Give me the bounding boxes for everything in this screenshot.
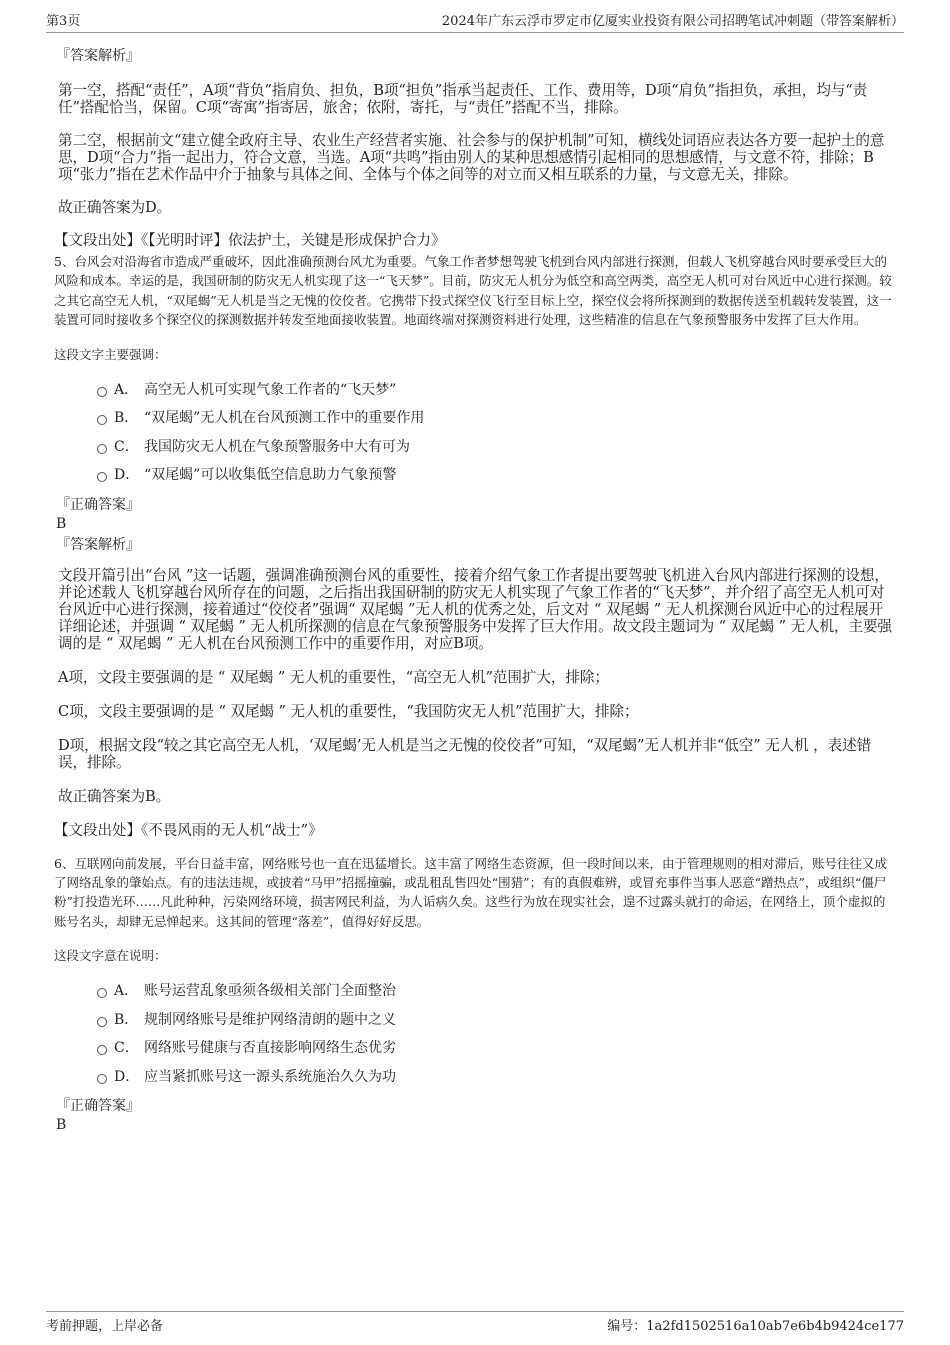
radio-button-icon[interactable]	[97, 1045, 107, 1055]
option-text: 我国防灾无人机在气象预警服务中大有可为	[144, 438, 410, 455]
q5-analysis-paragraph: A项，文段主要强调的是 “ 双尾蝎 ” 无人机的重要性，“高空无人机”范围扩大，排除；	[58, 668, 609, 686]
q5-options	[56, 380, 894, 494]
q5-option-a[interactable]	[56, 380, 894, 409]
q6-answer-label: 『正确答案』	[56, 1098, 140, 1115]
q5-source: 【文段出处】《不畏风雨的无人机“战士”》	[54, 822, 323, 839]
radio-button-icon[interactable]	[97, 472, 107, 482]
option-letter: D．	[114, 1068, 140, 1085]
option-letter: A．	[114, 983, 139, 1000]
radio-button-icon[interactable]	[97, 415, 107, 425]
q4-analysis-paragraph: 第一空，搭配“责任”，A项“背负”指肩负、担负，B项“担负”指承当起责任、工作、费用等，D项“肩负”指担负，承担，均与“责任”搭配恰当，保留。C项“寄寓”指寄居，旅舍；依附，寄托，与“责任”搭配不当，排除。	[58, 82, 868, 116]
option-text: “双尾蝎”可以收集低空信息助力气象预警	[144, 467, 397, 484]
document-title: 2024年广东云浮市罗定市亿厦实业投资有限公司招聘笔试冲刺题（带答案解析）	[441, 14, 904, 29]
page-footer	[46, 1311, 904, 1336]
q6-prompt: 这段文字意在说明：	[54, 948, 167, 964]
option-text: 高空无人机可实现气象工作者的“飞天梦”	[144, 381, 397, 398]
q6-option-c[interactable]	[56, 1038, 894, 1067]
radio-button-icon[interactable]	[97, 1017, 107, 1027]
q4-conclusion: 故正确答案为D。	[58, 199, 172, 216]
document-body	[56, 42, 894, 1134]
document-serial: 编号：1a2fd1502516a10ab7e6b4b9424ce177	[607, 1319, 904, 1334]
radio-button-icon[interactable]	[97, 444, 107, 454]
radio-button-icon[interactable]	[97, 387, 107, 397]
option-text: “双尾蝎”无人机在台风预测工作中的重要作用	[144, 410, 425, 427]
q6-answer: B	[56, 1117, 67, 1134]
option-letter: C．	[114, 1040, 139, 1057]
q4-analysis-paragraph: 第二空，根据前文“建立健全政府主导、农业生产经营者实施、社会参与的保护机制”可知，横线处词语应表达各方要一起护土的意思，D项“合力”指一起出力，符合文意，当选。A项“共鸣”指由别人的某种思想感情引起相同的思想感情，与文意不符，排除；B项“张力”指在艺术作品中介于抽象与具体之间、全体与个体之间等的对立而又相互联系的力量，与文意无关，排除。	[58, 132, 885, 183]
q6-passage: 6、互联网向前发展，平台日益丰富，网络账号也一直在迅猛增长。这丰富了网络生态资源，但一段时间以来，由于管理规则的相对滞后，账号往往又成了网络乱象的肇始点。有的违法违规，或披着“马甲”招摇撞骗，或乱租乱售四处“围猎”；有的真假难辨，或冒充事件当事人恶意“蹭热点”，或组织“僵尸粉”打投造光环……凡此种种，污染网络环境，损害网民利益，为人诟病久矣。这些行为放在现实社会，遑不过露头就打的命运，在网络上，顶个虚拟的账号名头，却肆无忌惮起来。这其间的管理“落差”，值得好好反思。	[54, 855, 887, 929]
option-text: 应当紧抓账号这一源头系统施治久久为功	[144, 1068, 396, 1085]
q6-option-a[interactable]	[56, 981, 894, 1010]
option-text: 规制网络账号是维护网络清朗的题中之义	[144, 1011, 396, 1028]
radio-button-icon[interactable]	[97, 988, 107, 998]
q5-passage: 5、台风会对沿海省市造成严重破坏，因此准确预测台风尤为重要。气象工作者梦想驾驶飞机到台风内部进行探测，但载人飞机穿越台风时要承受巨大的风险和成本。幸运的是，我国研制的防灾无人机实现了这一“飞天梦”。目前，防灾无人机分为低空和高空两类，高空无人机可对台风近中心进行探测。较之其它高空无人机，“双尾蝎”无人机是当之无愧的佼佼者。它携带下投式探空仪飞行至目标上空，探空仪会将所探测到的数据传送至机载转发装置，这一装置可同时接收多个探空仪的探测数据并转发至地面接收装置。地面终端对探测资料进行处理，这些精准的信息在气象预警服务中发挥了巨大作用。	[54, 254, 892, 328]
q5-analysis-paragraph: D项，根据文段“较之其它高空无人机，‘双尾蝎’无人机是当之无愧的佼佼者”可知，“双尾蝎”无人机并非“低空” 无人机 ，表述错误，排除。	[58, 736, 872, 771]
q5-analysis-paragraph: 文段开篇引出“台风 ”这一话题，强调准确预测台风的重要性，接着介绍气象工作者提出要驾驶飞机进入台风内部进行探测的设想，并论述载人飞机穿越台风所存在的问题，之后指出我国研制的防灾无人机实现了气象工作者的“飞天梦”，并介绍了高空无人机可对台风近中心进行探测，接着通过“佼佼者”强调“ 双尾蝎 ”无人机的优秀之处，后文对 “ 双尾蝎 ” 无人机探测台风近中心的过程展开详细论述，并强调 “ 双尾蝎 ” 无人机所探测的信息在气象预警服务中发挥了巨大作用。故文段主题词为 “ 双尾蝎 ” 无人机，主要强调的是 “ 双尾蝎 ” 无人机在台风预测工作中的重要作用，对应B项。	[58, 566, 892, 652]
q5-analysis-label: 『答案解析』	[56, 536, 140, 553]
option-text: 账号运营乱象亟须各级相关部门全面整治	[144, 983, 396, 1000]
radio-button-icon[interactable]	[97, 1074, 107, 1084]
q4-source: 【文段出处】《【光明时评】依法护土，关键是形成保护合力》	[54, 233, 446, 249]
option-letter: C．	[114, 438, 139, 455]
q5-option-c[interactable]	[56, 437, 894, 466]
footer-slogan: 考前押题，上岸必备	[46, 1319, 164, 1334]
q5-answer: B	[56, 515, 67, 532]
q6-option-d[interactable]	[56, 1067, 894, 1096]
option-letter: B．	[114, 410, 139, 427]
option-letter: D．	[114, 467, 140, 484]
q6-option-b[interactable]	[56, 1010, 894, 1039]
page-number: 第3页	[46, 14, 81, 29]
q5-option-b[interactable]	[56, 408, 894, 437]
q5-prompt: 这段文字主要强调：	[54, 346, 167, 362]
q5-answer-label: 『正确答案』	[56, 496, 140, 513]
option-text: 网络账号健康与否直接影响网络生态优劣	[144, 1040, 396, 1057]
option-letter: B．	[114, 1011, 139, 1028]
q5-analysis-paragraph: C项，文段主要强调的是 “ 双尾蝎 ” 无人机的重要性，“我国防灾无人机”范围扩大，排除；	[58, 702, 639, 720]
q6-options	[56, 981, 894, 1095]
q4-analysis-label: 『答案解析』	[56, 48, 140, 64]
q5-conclusion: 故正确答案为B。	[58, 787, 171, 805]
q5-option-d[interactable]	[56, 465, 894, 494]
page-header	[46, 12, 904, 33]
option-letter: A．	[114, 381, 139, 398]
